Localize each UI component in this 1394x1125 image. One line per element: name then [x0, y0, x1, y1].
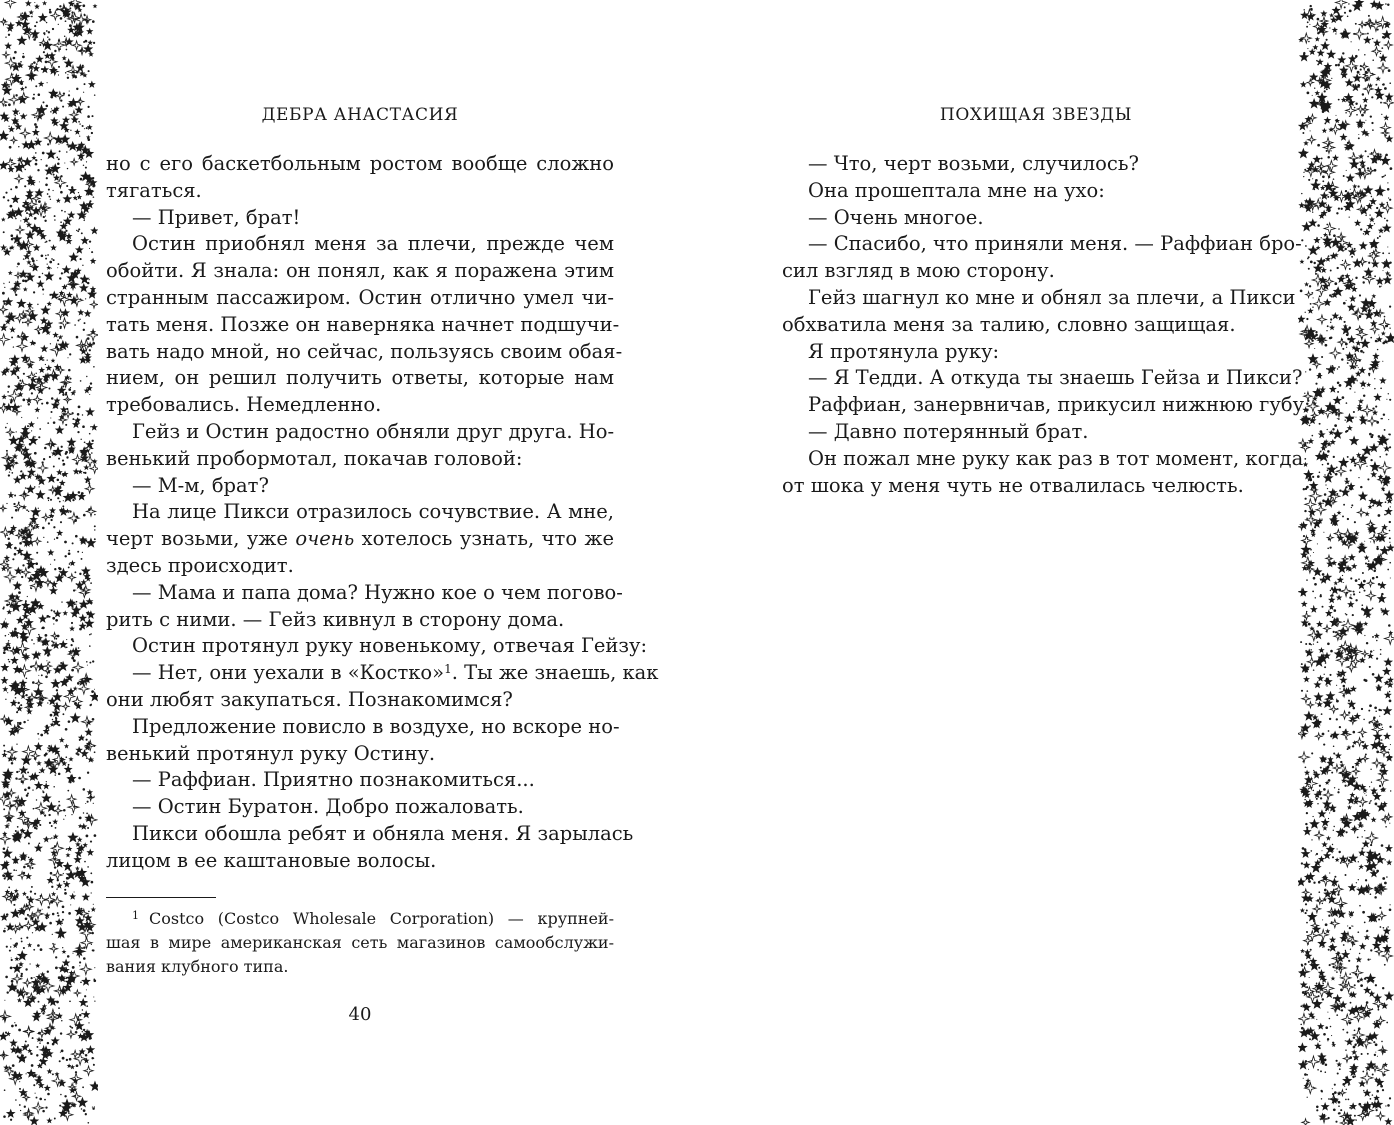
footnote-divider	[106, 897, 216, 898]
text-line: венький протянул руку Остину.	[106, 741, 436, 765]
text-line: нием, он решил получить ответы, которые нам	[106, 366, 614, 390]
footnote	[106, 907, 614, 979]
footnote-text: Costco (Costco Wholesale Corporation) — крупней-	[149, 909, 614, 928]
text-line: Он пожал мне руку как раз в тот момент, когда	[808, 446, 1304, 470]
text-line: лицом в ее каштановые волосы.	[106, 848, 437, 872]
running-head-title: ПОХИЩАЯ ЗВЕЗДЫ	[939, 105, 1133, 125]
text-line: они любят закупаться. Познакомимся?	[106, 687, 513, 711]
text-run: . Ты же знаешь, как	[451, 661, 659, 685]
text-line: обхватила меня за талию, словно защищая.	[782, 312, 1236, 336]
text-line: Я протянула руку:	[808, 339, 1000, 363]
text-line: сил взгляд в мою сторону.	[782, 259, 1055, 283]
text-line: тягаться.	[106, 178, 202, 202]
text-line: требовались. Немедленно.	[106, 393, 382, 417]
emphasis-word: очень	[295, 527, 355, 551]
text-line: но с его баскетбольным ростом вообще сложно	[106, 152, 614, 175]
footnote-line: шая в мире американская сеть магазинов самообслужи-	[106, 933, 614, 952]
text-line: — Остин Буратон. Добро пожаловать.	[132, 795, 524, 819]
text-run: хотелось узнать, что же	[361, 527, 614, 551]
left-page-body	[106, 151, 659, 875]
text-line: Предложение повисло в воздухе, но вскоре но-	[132, 714, 620, 738]
text-line: венький пробормотал, покачав головой:	[106, 446, 523, 470]
text-line: вать надо мной, но сейчас, пользуясь своим обая-	[106, 339, 623, 363]
text-line: Гейз шагнул ко мне и обнял за плечи, а Пикси	[808, 285, 1296, 309]
footnote-line	[106, 907, 614, 931]
text-line: — Привет, брат!	[132, 205, 301, 229]
text-line: Раффиан, занервничав, прикусил нижнюю губу:	[808, 393, 1311, 417]
left-star-border	[0, 0, 98, 1125]
text-line: — Я Тедди. А откуда ты знаешь Гейза и Пикси?	[808, 366, 1303, 390]
text-line: от шока у меня чуть не отвалилась челюсть.	[782, 473, 1244, 497]
text-line	[106, 660, 659, 687]
text-line: Остин протянул руку новенькому, отвечая Гейзу:	[132, 634, 648, 658]
footnote-reference[interactable]: 1	[444, 662, 452, 677]
text-line: здесь происходит.	[106, 553, 294, 577]
text-line: — Раффиан. Приятно познакомиться...	[132, 768, 535, 792]
footnote-line: вания клубного типа.	[106, 957, 289, 976]
text-line: — Мама и папа дома? Нужно кое о чем погово-	[132, 580, 623, 604]
text-line: обойти. Я знала: он понял, как я поражена этим	[106, 259, 614, 283]
text-line: — Очень многое.	[808, 205, 984, 229]
text-line: тать меня. Позже он наверняка начнет подшучи-	[106, 312, 620, 336]
running-head-author: ДЕБРА АНАСТАСИЯ	[261, 105, 459, 125]
text-line: — Спасибо, что приняли меня. — Раффиан бро-	[808, 232, 1302, 256]
footnote-mark: 1	[132, 909, 139, 922]
text-line: — Давно потерянный брат.	[808, 419, 1089, 443]
text-run: — Нет, они уехали в «Костко»	[132, 661, 445, 685]
text-line: — Что, черт возьми, случилось?	[808, 152, 1139, 175]
text-line: На лице Пикси отразилось сочувствие. А мне,	[132, 500, 614, 524]
text-line: рить с ними. — Гейз кивнул в сторону дома.	[106, 607, 565, 631]
right-page-body	[782, 151, 1311, 499]
text-run: черт возьми, уже	[106, 527, 288, 551]
text-line: Гейз и Остин радостно обняли друг друга. Но-	[132, 419, 615, 443]
page-number: 40	[348, 1004, 372, 1025]
text-line: странным пассажиром. Остин отлично умел чи-	[106, 285, 614, 309]
right-star-border	[1298, 0, 1394, 1125]
star-pattern-icon	[0, 0, 98, 1125]
text-line: Она прошептала мне на ухо:	[808, 178, 1105, 202]
text-line: — М-м, брат?	[132, 473, 269, 497]
star-pattern-icon	[1298, 0, 1394, 1125]
text-line	[106, 526, 614, 553]
text-line: Остин приобнял меня за плечи, прежде чем	[132, 232, 614, 256]
text-line: Пикси обошла ребят и обняла меня. Я зарылась	[132, 821, 634, 845]
